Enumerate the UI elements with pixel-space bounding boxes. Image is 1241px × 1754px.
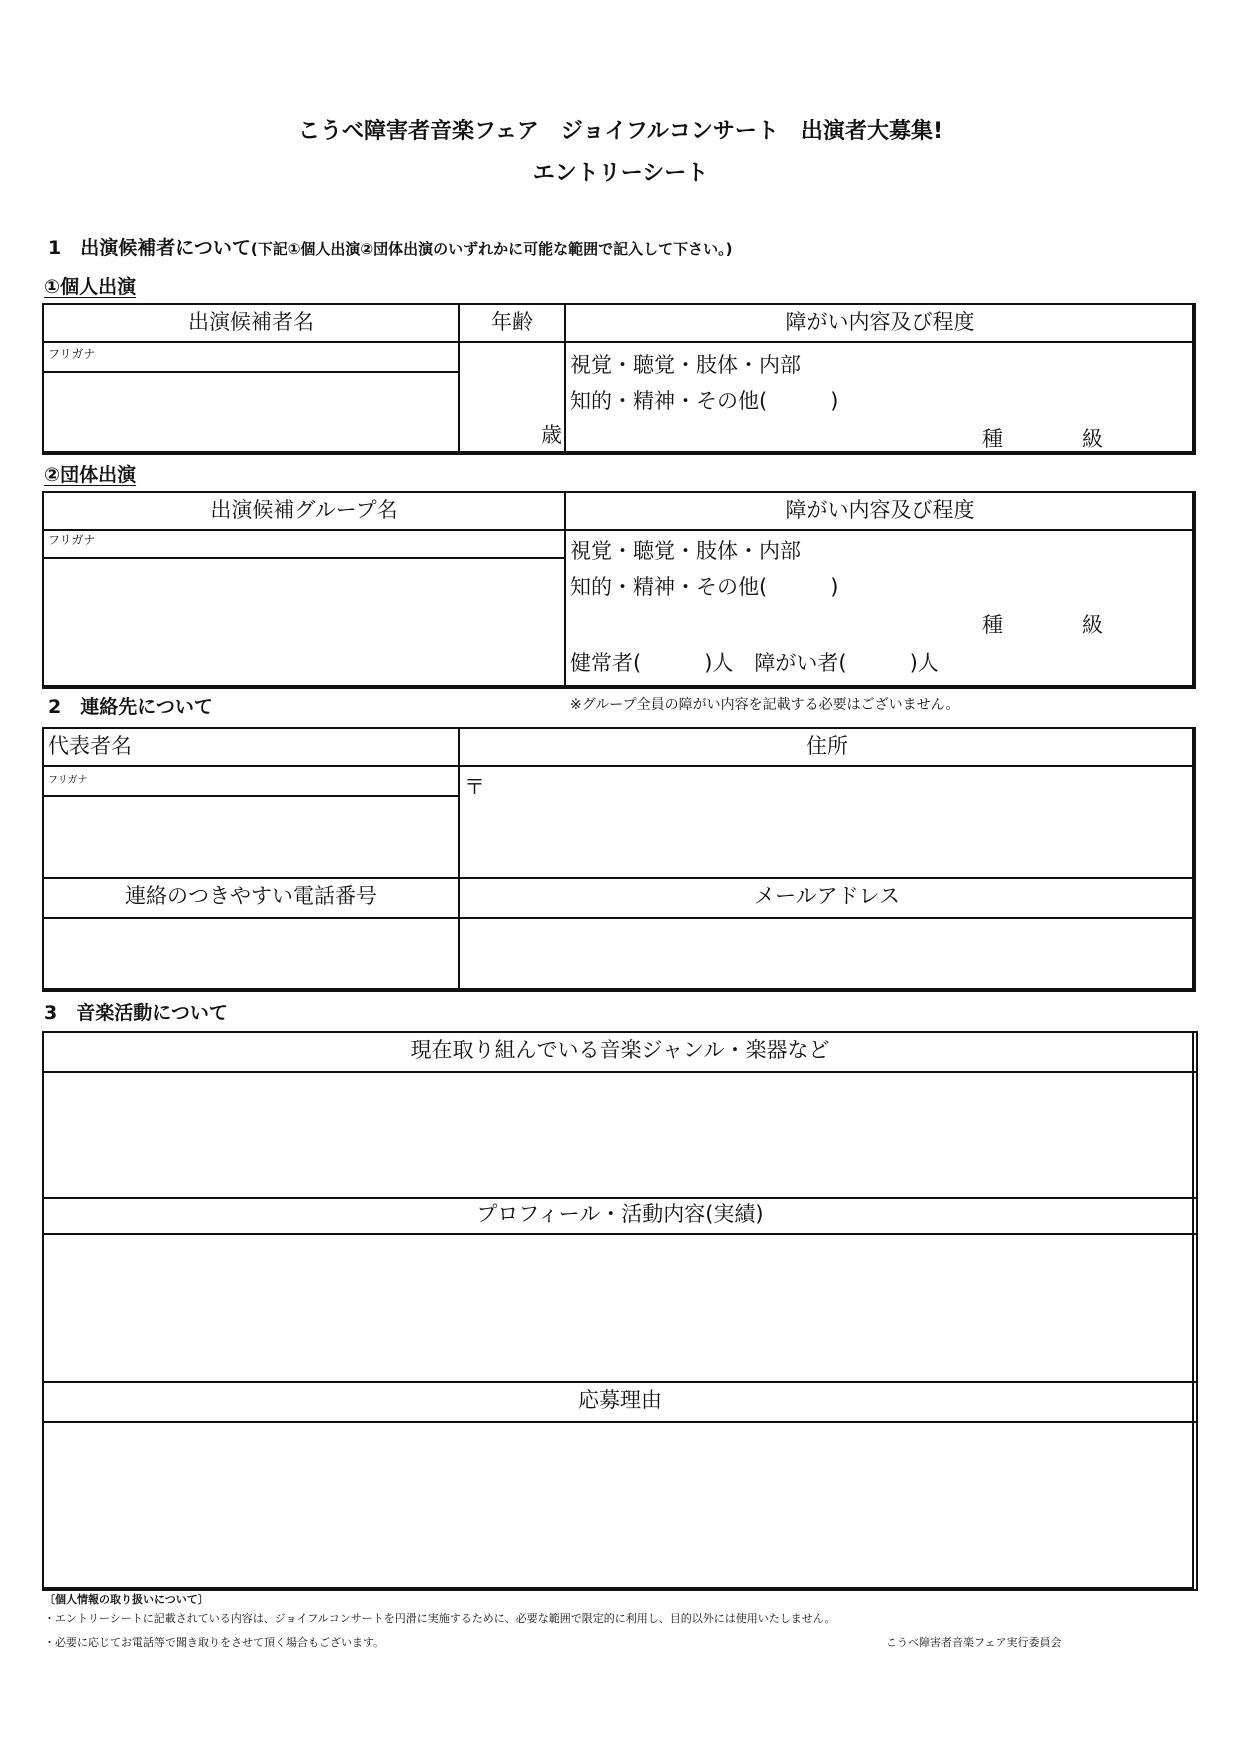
privacy-line2: ・必要に応じてお電話等で聞き取りをさせて頂く場合もございます。	[44, 1636, 385, 1649]
group-grade-level: 級	[1082, 613, 1103, 637]
individual-name-field[interactable]	[42, 371, 460, 455]
group-types-line1: 視覚・聴覚・肢体・内部	[570, 539, 801, 563]
individual-types-line2: 知的・精神・その他( )	[570, 389, 839, 413]
group-name-header: 出演候補グループ名	[42, 491, 566, 531]
phone-field[interactable]	[42, 917, 460, 992]
individual-furigana-field[interactable]	[42, 341, 460, 373]
organizer: こうべ障害者音楽フェア実行委員会	[886, 1636, 1062, 1649]
group-label: ②団体出演	[44, 464, 137, 486]
reason-header: 応募理由	[42, 1381, 1198, 1423]
rep-furigana-field[interactable]	[42, 765, 460, 797]
group-name-field[interactable]	[42, 557, 566, 689]
individual-furigana-label: フリガナ	[48, 347, 96, 361]
group-types-line2: 知的・精神・その他( )	[570, 575, 839, 599]
individual-age-header: 年齢	[458, 303, 566, 343]
section3-heading: 3 音楽活動について	[44, 1002, 228, 1024]
age-unit: 歳	[541, 423, 562, 447]
contact-table	[42, 727, 1194, 990]
email-header: メールアドレス	[458, 877, 1196, 919]
section2-heading: 2 連絡先について	[48, 696, 213, 718]
individual-types-line1: 視覚・聴覚・肢体・内部	[570, 353, 801, 377]
rep-name-header: 代表者名	[42, 727, 460, 767]
group-furigana-label: フリガナ	[48, 533, 96, 547]
privacy-line1: ・エントリーシートに記載されている内容は、ジョイフルコンサートを円滑に実施するために、必要な範囲で限定的に利用し、目的以外には使用いたしません。	[44, 1612, 836, 1625]
section1-note: (下記①個人出演②団体出演のいずれかに可能な範囲で記入して下さい。)	[250, 240, 733, 258]
group-disability-field[interactable]	[564, 529, 1196, 689]
individual-age-field[interactable]	[458, 341, 566, 455]
group-furigana-field[interactable]	[42, 529, 566, 559]
group-member-counts: 健常者( )人 障がい者( )人	[570, 651, 939, 675]
genre-header: 現在取り組んでいる音楽ジャンル・楽器など	[42, 1031, 1198, 1073]
postal-mark: 〒	[464, 775, 485, 799]
section1-heading-text: 1 出演候補者について	[48, 237, 251, 259]
profile-header: プロフィール・活動内容(実績)	[42, 1197, 1198, 1235]
individual-grade-kind: 種	[982, 427, 1003, 451]
page-title: こうべ障害者音楽フェア ジョイフルコンサート 出演者大募集!	[298, 119, 943, 144]
individual-table	[42, 303, 1194, 453]
individual-name-header: 出演候補者名	[42, 303, 460, 343]
individual-grade-level: 級	[1082, 427, 1103, 451]
email-field[interactable]	[458, 917, 1196, 992]
section1-heading	[48, 233, 732, 260]
group-disability-header: 障がい内容及び程度	[564, 491, 1196, 531]
phone-header: 連絡のつきやすい電話番号	[42, 877, 460, 919]
individual-disability-header: 障がい内容及び程度	[564, 303, 1196, 343]
group-table	[42, 491, 1194, 687]
group-grade-kind: 種	[982, 613, 1003, 637]
rep-furigana-label: フリガナ	[48, 775, 88, 786]
group-note: ※グループ全員の障がい内容を記載する必要はございません。	[570, 697, 960, 713]
genre-field[interactable]	[42, 1071, 1198, 1197]
rep-name-field[interactable]	[42, 795, 460, 879]
profile-field[interactable]	[42, 1233, 1198, 1381]
individual-disability-field[interactable]	[564, 341, 1196, 455]
reason-field[interactable]	[42, 1421, 1198, 1591]
address-header: 住所	[458, 727, 1196, 767]
address-field[interactable]	[458, 765, 1196, 879]
individual-label: ①個人出演	[44, 276, 137, 298]
page-subtitle: エントリーシート	[532, 161, 709, 186]
music-table	[42, 1031, 1194, 1589]
privacy-title: 〔個人情報の取り扱いについて〕	[44, 1593, 209, 1606]
